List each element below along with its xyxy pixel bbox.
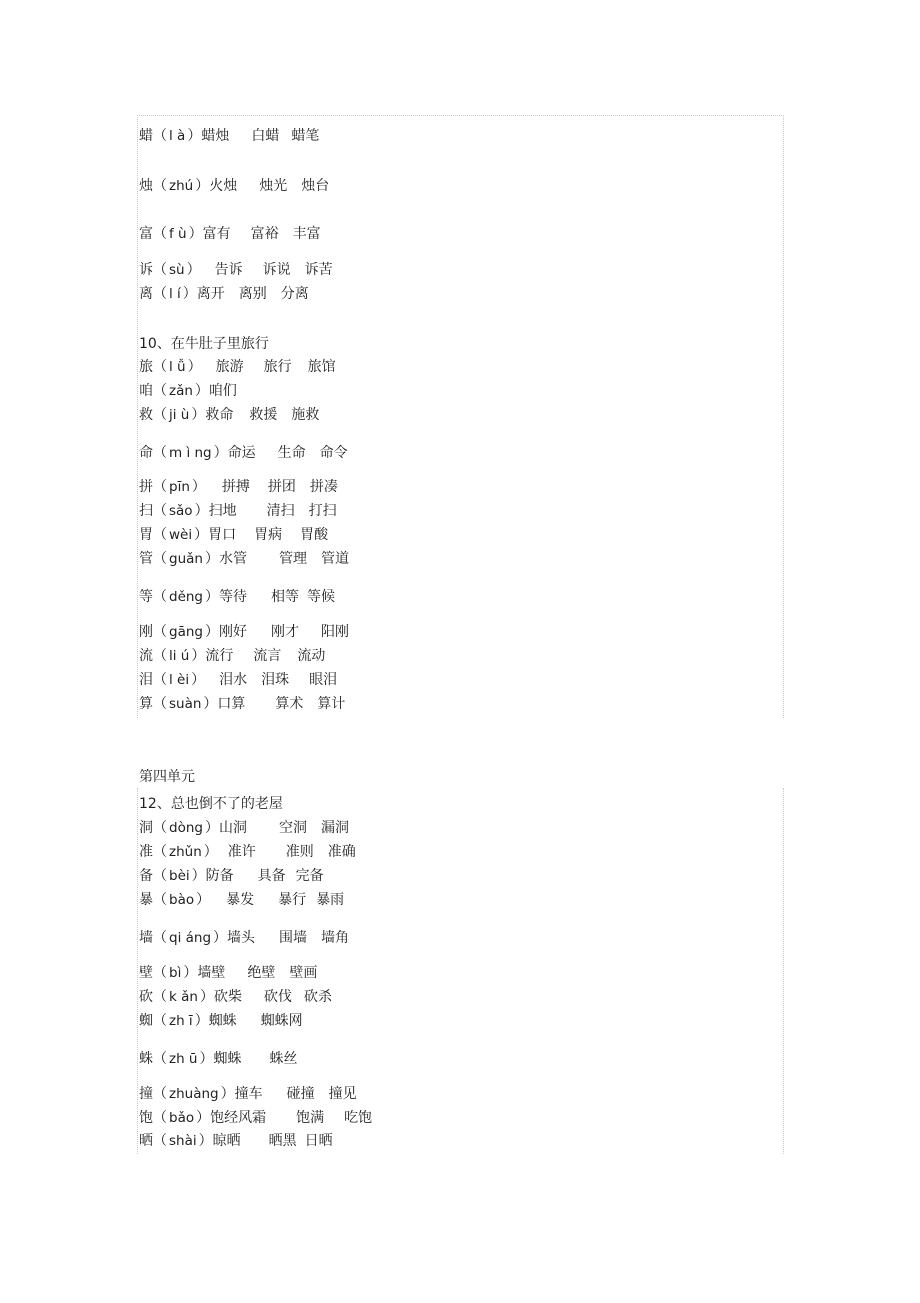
- entry-word: 旅行: [263, 359, 292, 375]
- entry-word: 救命: [205, 407, 234, 423]
- paren-open: （: [153, 128, 167, 144]
- entry-pinyin: zh ī: [169, 1013, 193, 1029]
- entry-word: 白蜡: [251, 128, 280, 144]
- paren-close: ）: [213, 445, 228, 461]
- vocab-entry: [139, 866, 324, 886]
- entry-word: 蜡烛: [201, 128, 230, 144]
- lesson-10-heading: [139, 334, 269, 354]
- entry-word: 空洞: [278, 820, 307, 836]
- entry-pinyin: děng: [169, 589, 204, 605]
- entry-word: 饱经风霜: [210, 1110, 267, 1126]
- entry-word: 扫地: [208, 503, 237, 519]
- paren-close: ）: [220, 1086, 235, 1102]
- paren-open: （: [153, 503, 167, 519]
- entry-character: 咱: [139, 383, 153, 399]
- entry-word: 火烛: [209, 178, 238, 194]
- entry-character: 命: [139, 445, 153, 461]
- entry-pinyin: l à: [169, 128, 186, 144]
- entry-pinyin: bǎo: [169, 1110, 195, 1126]
- paren-open: （: [153, 1110, 167, 1126]
- paren-open: （: [153, 551, 167, 567]
- vocab-entry: [139, 890, 344, 910]
- entry-word: 撞见: [328, 1086, 357, 1102]
- entry-word: 饱满: [296, 1110, 325, 1126]
- entry-pinyin: bì: [169, 965, 182, 981]
- entry-character: 蛛: [139, 1051, 153, 1067]
- paren-close: ）: [204, 624, 219, 640]
- entry-character: 砍: [139, 989, 153, 1005]
- vocab-entry: [139, 963, 317, 983]
- paren-open: （: [153, 624, 167, 640]
- paren-open: （: [153, 1133, 167, 1149]
- entry-word: 泪珠: [261, 672, 290, 688]
- lesson-number: 10: [139, 336, 157, 352]
- entry-pinyin: sù: [169, 262, 185, 278]
- entry-character: 晒: [139, 1133, 153, 1149]
- paren-close: ）: [213, 930, 228, 946]
- paren-open: （: [153, 844, 167, 860]
- entry-word: 分离: [280, 286, 309, 302]
- entry-word: 围墙: [279, 930, 308, 946]
- vocab-entry: [139, 381, 237, 401]
- paren-open: （: [153, 820, 167, 836]
- entry-word: 离别: [238, 286, 267, 302]
- lesson-title: 、在牛肚子里旅行: [156, 336, 269, 352]
- paren-open: （: [153, 1013, 167, 1029]
- vocab-entry: [139, 224, 321, 244]
- entry-word: 施救: [291, 407, 320, 423]
- paren-close: ）: [196, 1110, 211, 1126]
- entry-word: 算计: [317, 696, 346, 712]
- paren-open: （: [153, 286, 167, 302]
- entry-word: 吃饱: [344, 1110, 373, 1126]
- paren-close: ）: [188, 226, 203, 242]
- vocab-entry: [139, 1131, 333, 1151]
- vocab-entry: [139, 1049, 298, 1069]
- entry-pinyin: wèi: [169, 527, 193, 543]
- vocab-entry: [139, 284, 309, 304]
- entry-word: 准许: [227, 844, 256, 860]
- paren-open: （: [153, 648, 167, 664]
- entry-word: 命令: [319, 445, 348, 461]
- vocab-entry: [139, 405, 319, 425]
- paren-open: （: [153, 262, 167, 278]
- vocab-entry: [139, 126, 319, 146]
- entry-word: 口算: [217, 696, 246, 712]
- entry-character: 备: [139, 868, 153, 884]
- paren-open: （: [153, 696, 167, 712]
- entry-character: 暴: [139, 892, 153, 908]
- entry-character: 蜡: [139, 128, 153, 144]
- entry-word: 砍柴: [213, 989, 242, 1005]
- entry-word: 等待: [219, 589, 248, 605]
- entry-word: 管道: [320, 551, 349, 567]
- lesson-title: 第四单元: [139, 769, 195, 785]
- vocab-entry: [139, 928, 349, 948]
- entry-character: 流: [139, 648, 153, 664]
- entry-word: 拼凑: [309, 479, 338, 495]
- vocab-entry: [139, 622, 349, 642]
- entry-pinyin: dòng: [169, 820, 203, 836]
- entry-pinyin: gāng: [169, 624, 203, 640]
- entry-word: 胃酸: [300, 527, 329, 543]
- entry-character: 胃: [139, 527, 153, 543]
- entry-word: 富裕: [250, 226, 279, 242]
- paren-close: ）: [196, 892, 211, 908]
- entry-word: 丰富: [292, 226, 321, 242]
- paren-close: ）: [182, 286, 197, 302]
- paren-open: （: [153, 672, 167, 688]
- entry-word: 砍杀: [303, 989, 332, 1005]
- paren-close: ）: [194, 1013, 209, 1029]
- entry-word: 离开: [196, 286, 225, 302]
- entry-word: 晾晒: [212, 1133, 241, 1149]
- entry-word: 诉说: [262, 262, 291, 278]
- paren-close: ）: [203, 696, 218, 712]
- entry-word: 墙角: [321, 930, 350, 946]
- entry-character: 刚: [139, 624, 153, 640]
- entry-character: 管: [139, 551, 153, 567]
- entry-word: 命运: [227, 445, 256, 461]
- vocab-entry: [139, 549, 349, 569]
- entry-word: 旅游: [215, 359, 244, 375]
- entry-pinyin: sǎo: [169, 503, 193, 519]
- paren-close: ）: [195, 178, 210, 194]
- entry-character: 墙: [139, 930, 153, 946]
- paren-open: （: [153, 479, 167, 495]
- vocab-entry: [139, 818, 349, 838]
- paren-close: ）: [198, 1133, 213, 1149]
- paren-close: ）: [186, 262, 201, 278]
- entry-pinyin: li ú: [169, 648, 190, 664]
- entry-word: 胃口: [208, 527, 237, 543]
- entry-word: 流行: [205, 648, 234, 664]
- entry-pinyin: l ǚ: [169, 359, 186, 375]
- entry-word: 晒黑: [268, 1133, 297, 1149]
- vocab-entry: [139, 477, 338, 497]
- vocab-entry: [139, 670, 337, 690]
- entry-word: 等候: [307, 589, 336, 605]
- paren-close: ）: [191, 648, 206, 664]
- entry-pinyin: f ù: [169, 226, 187, 242]
- vocab-entry: [139, 501, 337, 521]
- entry-character: 准: [139, 844, 153, 860]
- entry-word: 流动: [297, 648, 326, 664]
- paren-open: （: [153, 965, 167, 981]
- entry-word: 墙壁: [197, 965, 226, 981]
- entry-word: 蜡笔: [291, 128, 320, 144]
- vocab-entry: [139, 525, 328, 545]
- entry-word: 烛光: [259, 178, 288, 194]
- entry-pinyin: zhuàng: [169, 1086, 219, 1102]
- entry-pinyin: zhú: [169, 178, 194, 194]
- paren-open: （: [153, 359, 167, 375]
- entry-word: 告诉: [214, 262, 243, 278]
- entry-word: 管理: [278, 551, 307, 567]
- entry-word: 绝壁: [247, 965, 276, 981]
- entry-word: 相等: [271, 589, 300, 605]
- entry-word: 墙头: [227, 930, 256, 946]
- entry-word: 流言: [253, 648, 282, 664]
- entry-character: 烛: [139, 178, 153, 194]
- entry-word: 准确: [327, 844, 356, 860]
- paren-close: ）: [183, 965, 198, 981]
- entry-word: 漏洞: [320, 820, 349, 836]
- paren-close: ）: [191, 407, 206, 423]
- paren-open: （: [153, 1051, 167, 1067]
- lesson-12-heading: [139, 794, 283, 814]
- entry-word: 暴发: [226, 892, 255, 908]
- vocab-entry: [139, 646, 325, 666]
- vocab-entry: [139, 987, 332, 1007]
- paren-open: （: [153, 407, 167, 423]
- entry-character: 算: [139, 696, 153, 712]
- entry-word: 打扫: [308, 503, 337, 519]
- entry-word: 蜘蛛网: [260, 1013, 303, 1029]
- entry-pinyin: suàn: [169, 696, 202, 712]
- paren-close: ）: [191, 868, 206, 884]
- vocab-entry: [139, 357, 336, 377]
- paren-close: ）: [191, 479, 206, 495]
- entry-character: 洞: [139, 820, 153, 836]
- entry-word: 完备: [295, 868, 324, 884]
- entry-word: 胃病: [254, 527, 283, 543]
- entry-word: 生命: [277, 445, 306, 461]
- entry-word: 暴雨: [316, 892, 345, 908]
- vocab-entry: [139, 587, 335, 607]
- entry-character: 扫: [139, 503, 153, 519]
- entry-character: 泪: [139, 672, 153, 688]
- entry-word: 暴行: [278, 892, 307, 908]
- paren-close: ）: [191, 672, 206, 688]
- paren-close: ）: [204, 820, 219, 836]
- vocab-entry: [139, 1011, 303, 1031]
- paren-open: （: [153, 383, 167, 399]
- entry-character: 壁: [139, 965, 153, 981]
- entry-character: 富: [139, 226, 153, 242]
- entry-pinyin: k ǎn: [169, 989, 198, 1005]
- unit-4-heading: [139, 767, 195, 787]
- vocab-entry: [139, 1084, 357, 1104]
- entry-word: 刚才: [270, 624, 299, 640]
- paren-close: ）: [194, 527, 209, 543]
- entry-pinyin: bèi: [169, 868, 190, 884]
- entry-word: 水管: [218, 551, 247, 567]
- paren-open: （: [153, 178, 167, 194]
- entry-character: 救: [139, 407, 153, 423]
- paren-open: （: [153, 868, 167, 884]
- paren-open: （: [153, 445, 167, 461]
- entry-word: 壁画: [289, 965, 318, 981]
- entry-pinyin: ji ù: [169, 407, 190, 423]
- entry-word: 救援: [249, 407, 278, 423]
- entry-pinyin: zhǔn: [169, 844, 202, 860]
- entry-word: 蜘蛛: [213, 1051, 242, 1067]
- entry-character: 等: [139, 589, 153, 605]
- paren-open: （: [153, 989, 167, 1005]
- paren-open: （: [153, 930, 167, 946]
- entry-word: 富有: [202, 226, 231, 242]
- entry-word: 具备: [257, 868, 286, 884]
- paren-open: （: [153, 1086, 167, 1102]
- entry-character: 饱: [139, 1110, 153, 1126]
- entry-character: 旅: [139, 359, 153, 375]
- entry-pinyin: guǎn: [169, 551, 203, 567]
- entry-word: 诉苦: [304, 262, 333, 278]
- entry-word: 砍伐: [263, 989, 292, 1005]
- entry-pinyin: zh ū: [169, 1051, 198, 1067]
- vocab-entry: [139, 842, 356, 862]
- entry-word: 撞车: [234, 1086, 263, 1102]
- entry-word: 清扫: [266, 503, 295, 519]
- entry-word: 防备: [205, 868, 234, 884]
- entry-word: 山洞: [218, 820, 247, 836]
- entry-word: 烛台: [301, 178, 330, 194]
- entry-character: 离: [139, 286, 153, 302]
- vocab-entry: [139, 1108, 372, 1128]
- entry-word: 算术: [275, 696, 304, 712]
- paren-close: ）: [203, 844, 218, 860]
- paren-close: ）: [194, 383, 209, 399]
- paren-open: （: [153, 226, 167, 242]
- entry-word: 准则: [285, 844, 314, 860]
- paren-close: ）: [199, 989, 214, 1005]
- entry-word: 拼团: [267, 479, 296, 495]
- paren-close: ）: [194, 503, 209, 519]
- paren-close: ）: [187, 359, 202, 375]
- entry-character: 诉: [139, 262, 153, 278]
- vocab-entry: [139, 260, 333, 280]
- paren-open: （: [153, 892, 167, 908]
- entry-pinyin: l èi: [169, 672, 190, 688]
- entry-character: 蜘: [139, 1013, 153, 1029]
- entry-pinyin: pīn: [169, 479, 190, 495]
- lesson-number: 12: [139, 796, 157, 812]
- paren-open: （: [153, 589, 167, 605]
- entry-word: 蛛丝: [269, 1051, 298, 1067]
- entry-pinyin: l í: [169, 286, 181, 302]
- paren-close: ）: [199, 1051, 214, 1067]
- entry-word: 眼泪: [309, 672, 338, 688]
- entry-word: 日晒: [304, 1133, 333, 1149]
- entry-pinyin: m ì ng: [169, 445, 212, 461]
- vocab-entry: [139, 443, 348, 463]
- entry-word: 旅馆: [307, 359, 336, 375]
- entry-pinyin: qi áng: [169, 930, 212, 946]
- vocab-entry: [139, 176, 329, 196]
- entry-word: 碰撞: [286, 1086, 315, 1102]
- entry-character: 拼: [139, 479, 153, 495]
- entry-pinyin: zǎn: [169, 383, 193, 399]
- paren-close: ）: [205, 589, 220, 605]
- entry-word: 阳刚: [320, 624, 349, 640]
- vocab-entry: [139, 694, 345, 714]
- paren-open: （: [153, 527, 167, 543]
- paren-close: ）: [204, 551, 219, 567]
- entry-word: 拼搏: [221, 479, 250, 495]
- entry-pinyin: bào: [169, 892, 195, 908]
- entry-word: 蜘蛛: [208, 1013, 237, 1029]
- entry-word: 刚好: [218, 624, 247, 640]
- entry-character: 撞: [139, 1086, 153, 1102]
- paren-close: ）: [187, 128, 202, 144]
- entry-word: 咱们: [208, 383, 237, 399]
- lesson-title: 、总也倒不了的老屋: [156, 796, 283, 812]
- entry-pinyin: shài: [169, 1133, 197, 1149]
- entry-word: 泪水: [219, 672, 248, 688]
